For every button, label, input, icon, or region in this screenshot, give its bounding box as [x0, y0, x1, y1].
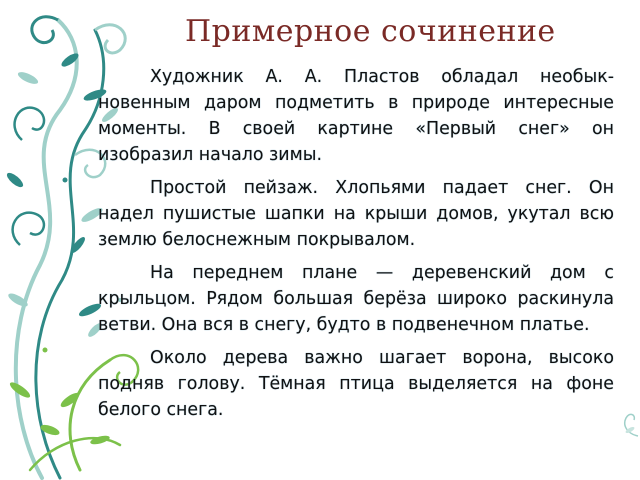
- page-title: Примерное сочинение: [185, 14, 556, 49]
- essay-paragraph: Простой пейзаж. Хлопьями падает снег. Он надел пушистые шапки на крыши домов, укутал всю землю белоснежным покрывалом.: [98, 178, 614, 250]
- essay-paragraph: Около дерева важно шагает ворона, высоко подняв голову. Тёмная птица выделяется на фоне белого снега.: [98, 348, 614, 420]
- essay-paragraph: Художник А. А. Пластов обладал необык-новенным даром подметить в природе интересные моменты. В своей картине «Первый снег» он изобразил начало зимы.: [98, 67, 614, 165]
- essay-paragraph: На переднем плане — деревенский дом с крыльцом. Рядом большая берёза широко раскинула ветви. Она вся в снегу, будто в подвенечном платье.: [98, 263, 614, 335]
- essay-body: [98, 64, 614, 430]
